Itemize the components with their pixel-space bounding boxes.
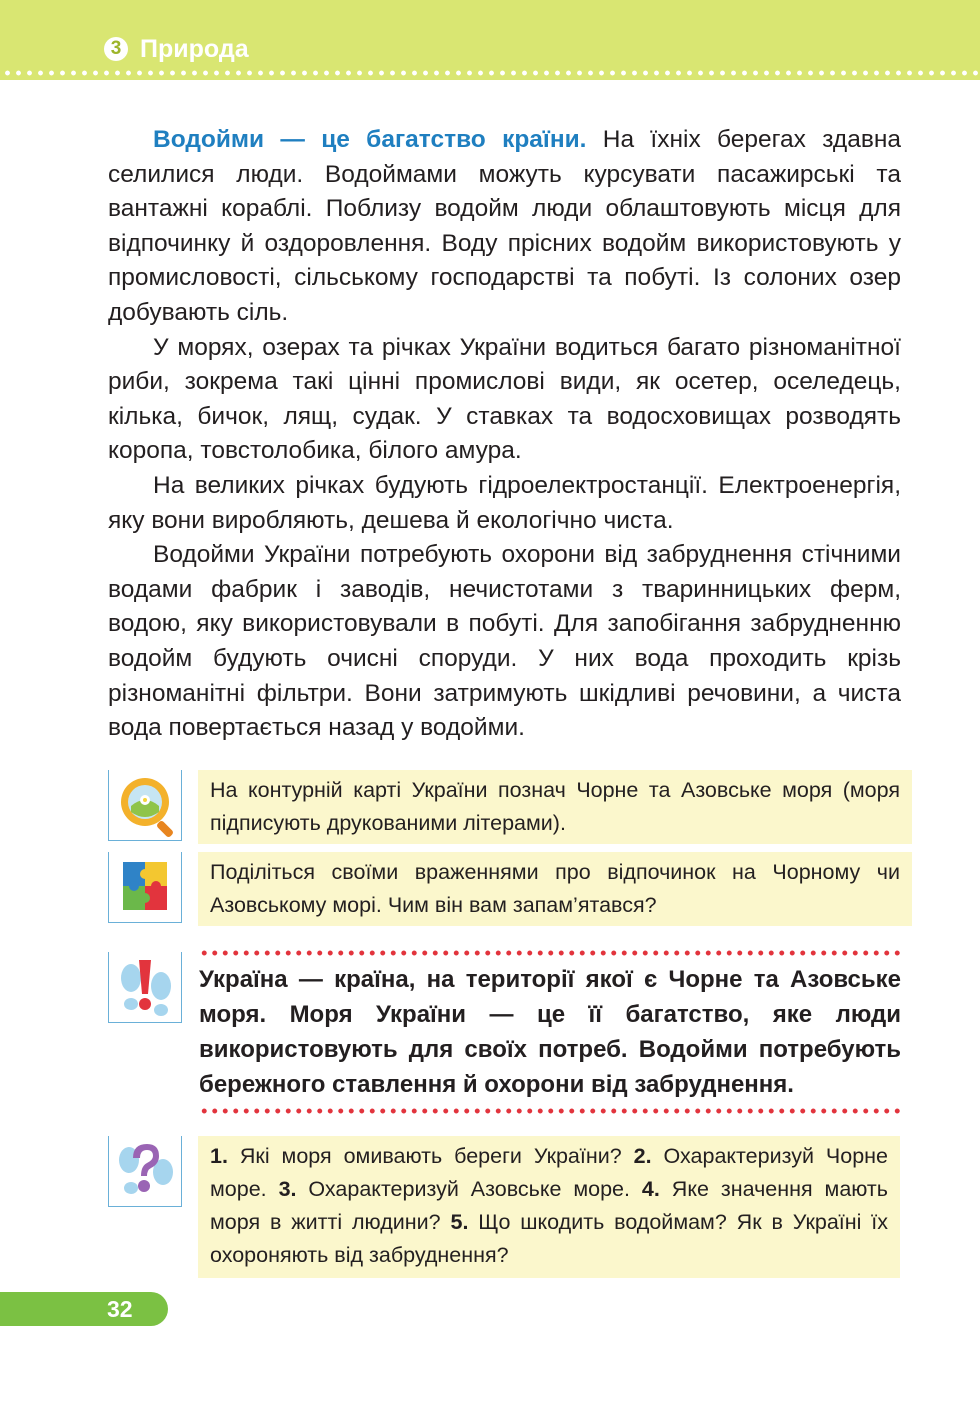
magnifier-icon <box>108 770 182 841</box>
paragraph-1-text: На їхніх берегах здавна селилися люди. Водоймами можуть курсувати пасажирські та вантажні кораблі. Поблизу водойм люди облаштовують місця для відпочинку й оздоровлення. Воду прісних водойм використовують у промисловості, сільському господарстві та побуті. Із солоних озер добувають сіль. <box>108 126 901 326</box>
exclamation-icon <box>108 952 182 1023</box>
question-number: 2. <box>633 1144 652 1168</box>
question-number: 5. <box>450 1210 469 1234</box>
question-number: 4. <box>641 1177 660 1201</box>
chapter-header <box>0 0 980 80</box>
page-number: 32 <box>107 1296 133 1322</box>
chapter-number-badge: 3 <box>104 37 128 61</box>
chapter-title: Природа <box>140 35 249 63</box>
summary-top-divider <box>199 950 903 956</box>
question-text: Яке значення мають моря в житті людини? <box>210 1177 888 1234</box>
paragraph-3: На великих річках будують гідроелектростанції. Електроенергія, яку вони виробляють, дешева й екологічно чиста. <box>108 471 901 534</box>
question-icon <box>108 1136 182 1207</box>
question-text: Охарактеризуй Чорне море. <box>210 1144 888 1201</box>
review-questions <box>198 1136 900 1278</box>
puzzle-icon <box>108 852 182 923</box>
paragraph-4: Водойми України потребують охорони від забруднення стічними водами фабрик і заводів, нечистотами з тваринницьких ферм, водою, яку використовували в побуті. Для запобігання забрудненню водойм будують очисні споруди. У них вода проходить крізь різноманітні фільтри. Вони затримують шкідливі речовини, а чиста вода повертається назад у водойми. <box>108 541 901 742</box>
question-text: Що шкодить водоймам? Як в Україні їх охороняють від забруднення? <box>210 1210 889 1267</box>
group-task: Поділіться своїми враженнями про відпочинок на Чорному чи Азовському морі. Чим він вам запам’ятався? <box>198 852 912 926</box>
page-number-tab <box>0 1292 168 1326</box>
question-text: Які моря омивають береги України? <box>227 1144 634 1168</box>
paragraph-lead: Водойми — це багатство країни. <box>153 126 587 153</box>
body-text <box>108 123 901 746</box>
question-number: 1. <box>210 1144 228 1168</box>
summary-bottom-divider <box>199 1108 903 1114</box>
summary-text: Україна — країна, на території якої є Чорне та Азовське моря. Моря України — це її багатство, яке люди використовують для своїх потреб. Водойми потребують бережного ставлення й охорони від забруднення. <box>199 966 901 1098</box>
map-task: На контурній карті України познач Чорне та Азовське моря (моря підписують друкованими літерами). <box>198 770 912 844</box>
paragraph-2: У морях, озерах та річках України водиться багато різноманітної риби, зокрема такі цінні промислові види, як осетер, оселедець, кілька, бичок, лящ, судак. У ставках та водосховищах розводять коропа, товстолобика, білого амура. <box>108 333 901 465</box>
paragraph-1 <box>108 123 901 331</box>
question-number: 3. <box>278 1177 297 1201</box>
question-text: Охарактеризуй Азовське море. <box>296 1177 642 1201</box>
header-dotted-divider <box>0 70 980 76</box>
